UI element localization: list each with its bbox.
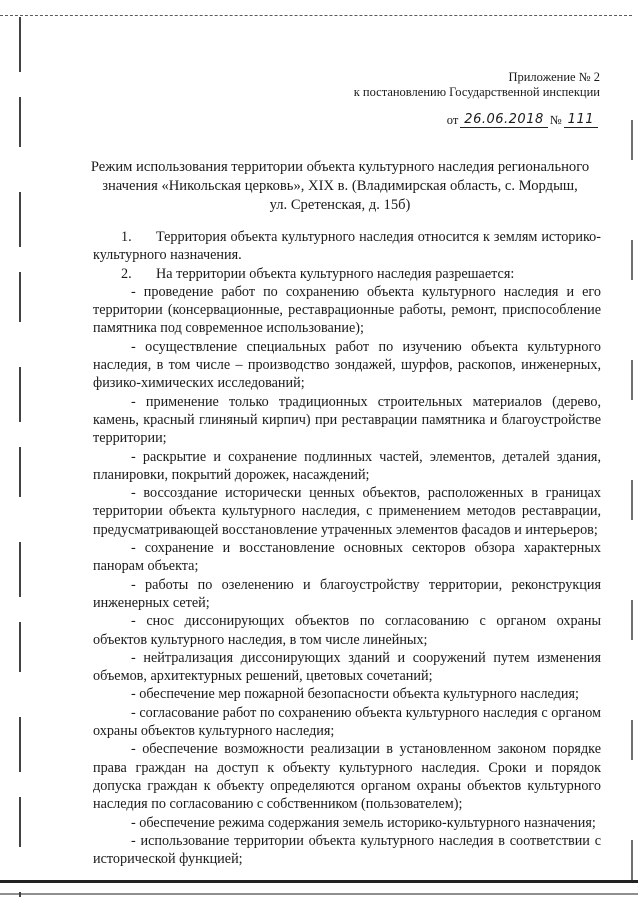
scan-border-bottom [0, 880, 638, 883]
scan-border-left [19, 17, 21, 897]
scan-border-top [0, 15, 632, 16]
title-line-2: значения «Никольская церковь», XIX в. (Владимирская область, с. Мордыш, [102, 178, 578, 194]
title-line-3: ул. Сретенская, д. 15б) [269, 197, 411, 213]
number-label: № [549, 113, 562, 127]
list-item: - обеспечение режима содержания земель историко-культурного назначения; [131, 814, 596, 831]
scan-border-bottom-2 [0, 893, 638, 895]
decree-reference: к постановлению Государственной инспекции [353, 85, 600, 99]
list-item: - осуществление специальных работ по изучению объекта культурного наследия, в том числе – производство зондажей, шурфов, раскопов, инженерных, физико-химических исследований; [93, 338, 601, 392]
document-body [93, 228, 601, 868]
decree-date-number [447, 112, 598, 128]
appendix-header [354, 70, 600, 100]
handwritten-date: 26.06.2018 [460, 112, 547, 128]
appendix-number: Приложение № 2 [508, 70, 600, 84]
point-number: 2. [121, 265, 132, 282]
list-item: - применение только традиционных строительных материалов (дерево, камень, красный глиняный кирпич) при реставрации памятника и благоустройстве территории; [93, 393, 601, 447]
point-text: Территория объекта культурного наследия относится к землям историко-культурного назначения. [93, 229, 601, 264]
list-item: - сохранение и восстановление основных секторов обзора характерных панорам объекта; [93, 540, 601, 575]
numbered-point-2 [93, 265, 601, 283]
point-text: На территории объекта культурного наследия разрешается: [156, 265, 515, 282]
handwritten-number: 111 [564, 112, 598, 128]
list-item: - использование территории объекта культурного наследия в соответствии с исторической функцией; [93, 832, 601, 868]
point-number: 1. [121, 229, 132, 245]
from-label: от [446, 113, 459, 127]
list-item: - воссоздание исторически ценных объектов, расположенных в границах территории объекта культурного наследия, с применением методов реставрации, предусматривающей восстановление утраченных элементов фасадов и интерьеров; [93, 485, 601, 538]
numbered-point-1 [93, 228, 601, 265]
list-item: - работы по озеленению и благоустройству территории, реконструкция инженерных сетей; [93, 576, 601, 611]
list-item: - обеспечение мер пожарной безопасности объекта культурного наследия; [131, 686, 579, 703]
list-item: - согласование работ по сохранению объекта культурного наследия с органом охраны объектов культурного наследия; [93, 704, 601, 740]
scan-border-right [631, 120, 633, 880]
list-item: - раскрытие и сохранение подлинных частей, элементов, деталей здания, планировки, покрытий дорожек, насаждений; [93, 448, 601, 483]
list-item: - обеспечение возможности реализации в установленном законом порядке права граждан на доступ к объекту культурного наследия. Сроки и порядок допуска граждан к объекту определяются органом охраны объектов культурного наследия по согласованию с собственником (пользователем); [93, 741, 601, 813]
list-item: - нейтрализация диссонирующих зданий и сооружений путем изменения объемов, архитектурных решений, цветовых сочетаний; [93, 649, 601, 685]
title-line-1: Режим использования территории объекта культурного наследия регионального [90, 159, 590, 175]
list-item: - снос диссонирующих объектов по согласованию с органом охраны объектов культурного наследия, в том числе линейных; [93, 613, 601, 648]
document-title [80, 158, 600, 215]
list-item: - проведение работ по сохранению объекта культурного наследия и его территории (консервационные, реставрационные работы, ремонт, приспособление памятника под современное использование); [93, 283, 601, 337]
